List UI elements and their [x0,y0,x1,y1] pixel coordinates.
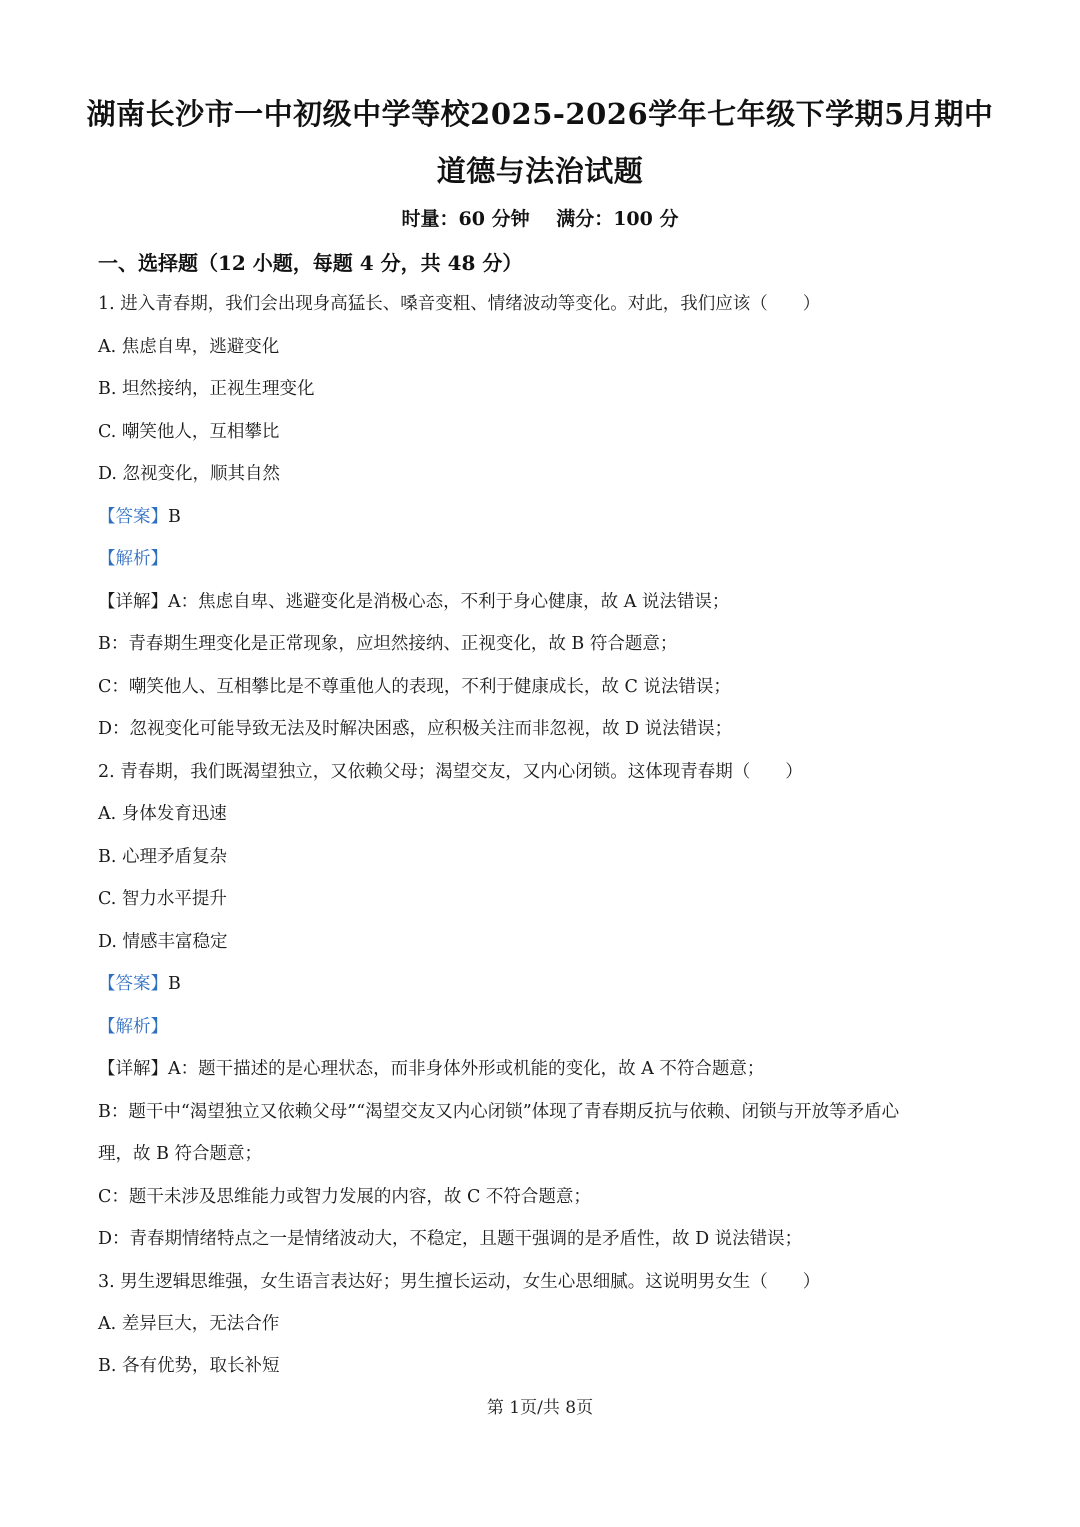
answer-value: B [168,507,181,527]
exam-meta [0,204,1080,231]
q1-option-b: B. 坦然接纳，正视生理变化 [98,379,315,399]
q1-detail-b: B：青春期生理变化是正常现象，应坦然接纳、正视变化，故 B 符合题意； [98,634,678,654]
document-title-line-1: 湖南长沙市一中初级中学等校2025-2026学年七年级下学期5月期中 [86,97,994,131]
q2-option-b: B. 心理矛盾复杂 [98,847,227,867]
analysis-tag: 【解析】 [98,1017,168,1037]
q2-detail-a: 【详解】A：题干描述的是心理状态，而非身体外形或机能的变化，故 A 不符合题意； [98,1059,765,1079]
page-footer: 第 1页/共 8页 [486,1398,594,1418]
q2-stem: 2. 青春期，我们既渴望独立，又依赖父母；渴望交友，又内心闭锁。这体现青春期（ ） [98,762,803,782]
q3-option-a: A. 差异巨大，无法合作 [98,1314,280,1334]
q3-stem: 3. 男生逻辑思维强，女生语言表达好；男生擅长运动，女生心思细腻。这说明男女生（ ） [98,1272,821,1292]
q1-option-d: D. 忽视变化，顺其自然 [98,464,281,484]
q2-answer [98,970,181,995]
q1-option-a: A. 焦虑自卑，逃避变化 [98,337,280,357]
analysis-tag: 【解析】 [98,549,168,569]
q1-option-c: C. 嘲笑他人，互相攀比 [98,422,280,442]
q2-option-d: D. 情感丰富稳定 [98,932,228,952]
time-label: 时量：60 分钟 [401,208,530,230]
detail-tag: 【详解】 [98,592,168,612]
q1-analysis [98,545,168,570]
q2-detail-b-cont: 理，故 B 符合题意； [98,1144,262,1164]
detail-tag: 【详解】 [98,1059,168,1079]
q2-option-a: A. 身体发育迅速 [98,804,227,824]
q1-answer [98,503,181,528]
q1-detail-c: C：嘲笑他人、互相攀比是不尊重他人的表现，不利于健康成长，故 C 说法错误； [98,677,731,697]
section-heading: 一、选择题（12 小题，每题 4 分，共 48 分） [98,251,523,275]
score-label: 满分：100 分 [556,208,679,230]
q2-analysis [98,1013,168,1038]
answer-tag: 【答案】 [98,507,168,527]
q2-detail-d: D：青春期情绪特点之一是情绪波动大，不稳定，且题干强调的是矛盾性，故 D 说法错误； [98,1229,803,1249]
document-title-line-2: 道德与法治试题 [436,154,644,188]
answer-value: B [168,974,181,994]
q1-stem: 1. 进入青春期，我们会出现身高猛长、嗓音变粗、情绪波动等变化。对此，我们应该（ ） [98,294,821,314]
q2-option-c: C. 智力水平提升 [98,889,227,909]
q3-option-b: B. 各有优势，取长补短 [98,1356,280,1376]
q1-detail-d: D：忽视变化可能导致无法及时解决困惑，应积极关注而非忽视，故 D 说法错误； [98,719,733,739]
q2-detail-b: B：题干中“渴望独立又依赖父母”“渴望交友又内心闭锁”体现了青春期反抗与依赖、闭锁与开放等矛盾心 [98,1102,900,1122]
q2-detail-c: C：题干未涉及思维能力或智力发展的内容，故 C 不符合题意； [98,1187,591,1207]
q1-detail-a: 【详解】A：焦虑自卑、逃避变化是消极心态，不利于身心健康，故 A 说法错误； [98,592,730,612]
answer-tag: 【答案】 [98,974,168,994]
